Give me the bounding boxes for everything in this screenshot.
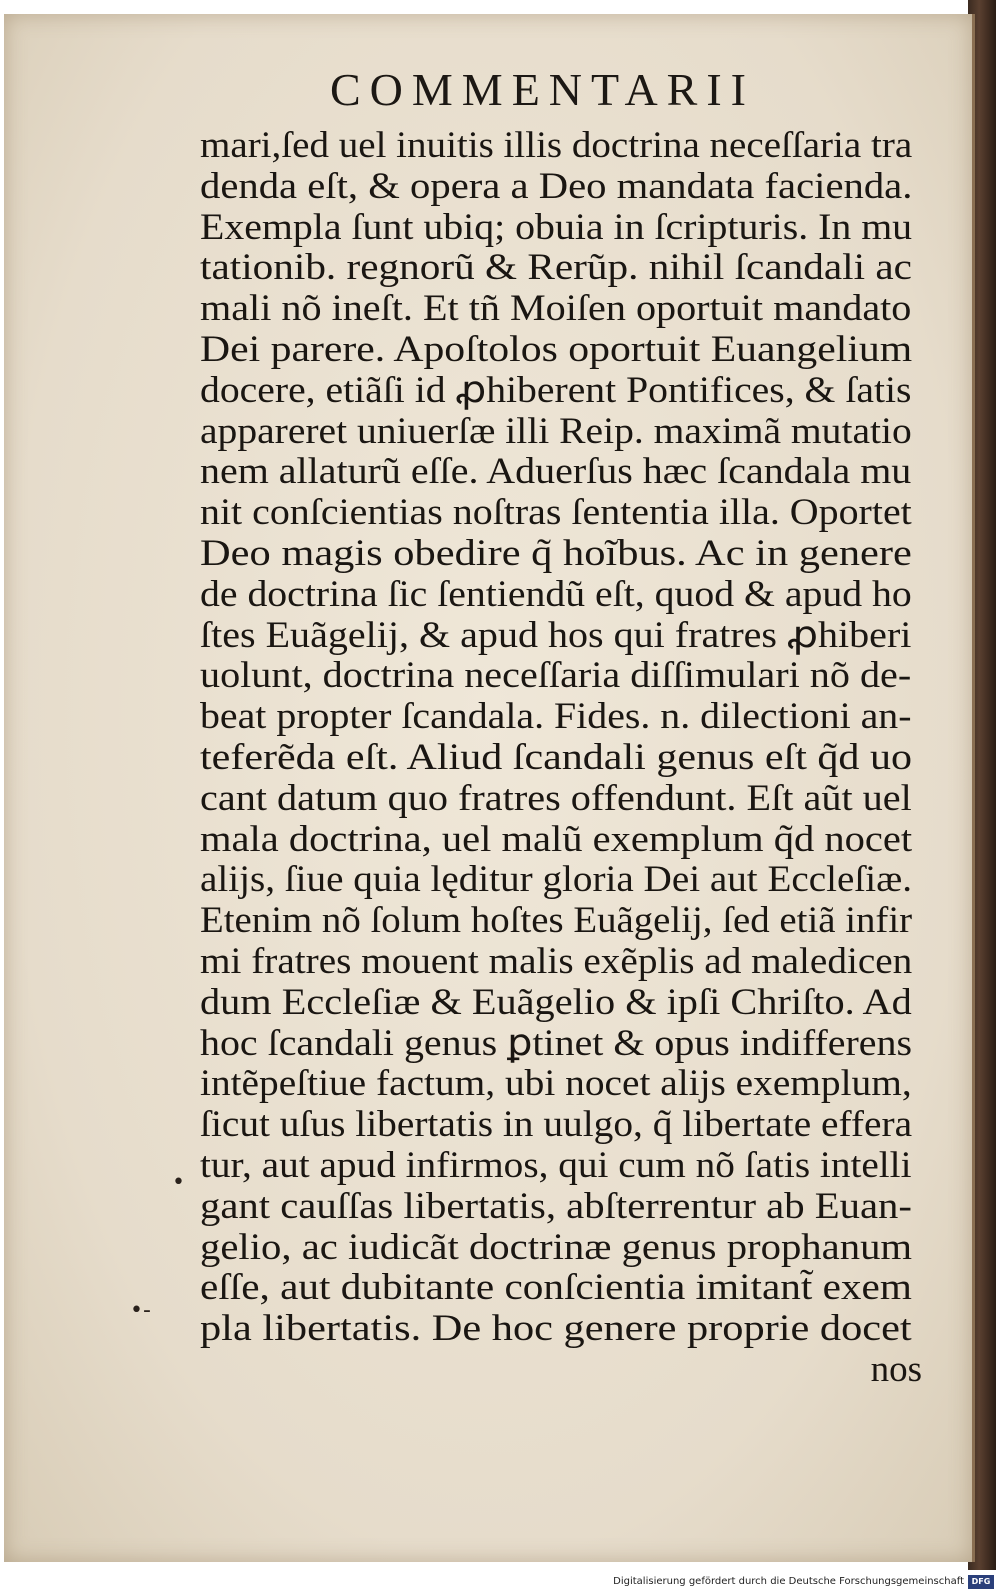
text-line: alijs, ſiue quia lęditur gloria Dei aut Eccleſiæ. (200, 859, 913, 901)
text-line: Etenim nõ ſolum hoſtes Euãgelij, ſed etiã infir (200, 900, 913, 942)
text-line: mari,ſed uel inuitis illis doctrina neceſſaria tra (200, 125, 913, 166)
margin-mark: •- (130, 1298, 151, 1323)
text-line: Dei parere. Apoſtolos oportuit Euangelium (200, 328, 913, 370)
text-line: mi fratres mouent malis exẽplis ad maledicen (200, 940, 913, 982)
text-line: docere, etiãſi id ꝓhiberent Pontifices, & ſatis (200, 369, 912, 411)
text-line: mala doctrina, uel malũ exemplum q̃d nocet (200, 818, 913, 860)
text-line: cant datum quo fratres offendunt. Eſt aũt uel (200, 777, 912, 819)
text-line: uolunt, doctrina neceſſaria diſſimulari nõ de- (200, 655, 912, 697)
running-header: COMMENTARII (330, 64, 755, 115)
text-line: gelio, ac iudicãt doctrinæ genus prophanum (200, 1226, 913, 1268)
text-line: ſicut uſus libertatis in uulgo, q̃ libertate effera (200, 1104, 913, 1146)
text-line: de doctrina ſic ſentiendũ eſt, quod & apud ho (200, 573, 912, 615)
text-line: pla libertatis. De hoc genere proprie docet (200, 1308, 912, 1350)
text-line: eſſe, aut dubitante conſcientia imitant̃ exem (200, 1267, 912, 1309)
text-line: tationib. regnorũ & Rerũp. nihil ſcandali ac (200, 247, 912, 289)
catchword: nos (870, 1348, 922, 1390)
text-line: nit conſcientias noſtras ſententia illa. Oportet (200, 492, 912, 534)
text-line: hoc ſcandali genus ꝑtinet & opus indifferens (200, 1022, 913, 1064)
text-line: intẽpeſtiue factum, ubi nocet alijs exemplum, (200, 1063, 912, 1105)
footer-credit: Digitalisierung gefördert durch die Deutsche Forschungsgemeinschaft (613, 1576, 964, 1587)
text-line: dum Eccleſiæ & Euãgelio & ipſi Chriſto. Ad (200, 981, 912, 1023)
body-text (200, 126, 930, 1391)
text-line: denda eſt, & opera a Deo mandata facienda. (200, 165, 913, 207)
text-line: beat propter ſcandala. Fides. n. dilectioni an- (200, 696, 912, 738)
text-line: ſtes Euãgelij, & apud hos qui fratres ꝓhiberi (200, 614, 912, 656)
text-line: teferẽda eſt. Aliud ſcandali genus eſt q̃d uo (200, 736, 912, 778)
text-line: gant cauſſas libertatis, abſterrentur ab Euan- (200, 1185, 912, 1227)
margin-mark: • (172, 1170, 185, 1195)
text-line: appareret uniuerſæ illi Reip. maximã mutatio (200, 410, 912, 452)
text-line: mali nõ ineſt. Et tñ Moiſen oportuit mandato (200, 288, 912, 330)
dfg-logo: DFG (968, 1575, 994, 1589)
text-line: tur, aut apud infirmos, qui cum nõ ſatis intelli (200, 1144, 912, 1186)
text-line: nem allaturũ eſſe. Aduerſus hæc ſcandala mu (200, 451, 912, 493)
text-line: Exempla ſunt ubiq; obuia in ſcripturis. In mu (200, 206, 913, 248)
text-line: Deo magis obedire q̃ hoĩbus. Ac in genere (200, 532, 912, 574)
